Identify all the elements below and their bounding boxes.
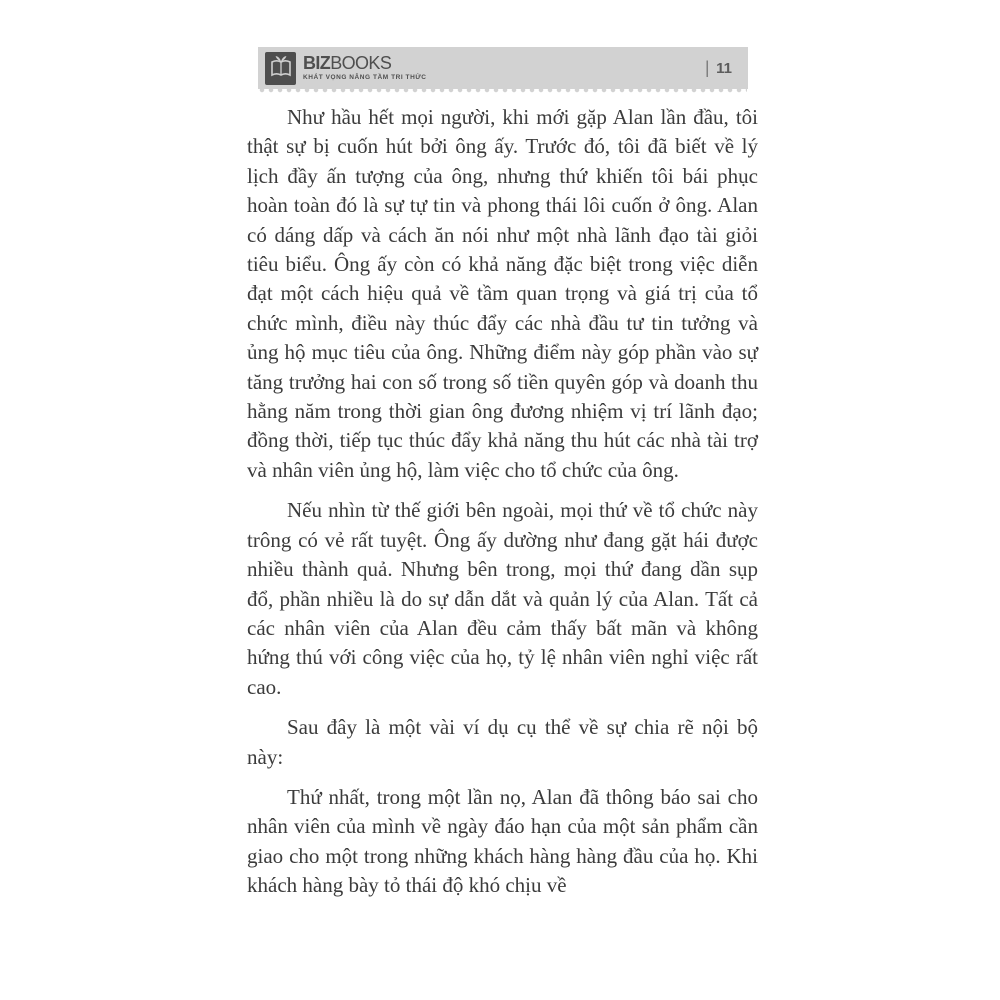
- paragraph-3: Sau đây là một vài ví dụ cụ thể về sự chia rẽ nội bộ này:: [247, 715, 758, 769]
- bizbooks-open-book-icon: [265, 52, 296, 85]
- brand-tagline: KHÁT VỌNG NÂNG TẦM TRI THỨC: [303, 74, 427, 82]
- brand-text: [303, 54, 427, 82]
- page-number-separator: |: [705, 58, 710, 78]
- page-number: [705, 60, 732, 77]
- paragraph-2: Nếu nhìn từ thế giới bên ngoài, mọi thứ về tổ chức này trông có vẻ rất tuyệt. Ông ấy dường như đang gặt hái được nhiều thành quả. Nhưng bên trong, mọi thứ đang dần sụp đổ, phần nhiều là do sự dẫn dắt và quản lý của Alan. Tất cả các nhân viên của Alan đều cảm thấy bất mãn và không hứng thú với công việc của họ, tỷ lệ nhân viên nghỉ việc rất cao.: [247, 498, 758, 699]
- brand-name: [303, 54, 427, 72]
- page-number-value: 11: [716, 59, 732, 77]
- paragraph-4: Thứ nhất, trong một lần nọ, Alan đã thông báo sai cho nhân viên của mình về ngày đáo hạn của một sản phẩm cần giao cho một trong những khách hàng hàng đầu của họ. Khi khách hàng bày tỏ thái độ khó chịu về: [247, 784, 758, 898]
- brand-name-biz: BIZ: [303, 53, 331, 74]
- body-text: [247, 103, 758, 912]
- page-header: [258, 47, 748, 89]
- publisher-brand: [265, 52, 427, 85]
- paragraph-1: Như hầu hết mọi người, khi mới gặp Alan lần đầu, tôi thật sự bị cuốn hút bởi ông ấy. Trước đó, tôi đã biết về lý lịch đầy ấn tượng của ông, nhưng thứ khiến tôi bái phục hoàn toàn đó là sự tự tin và phong thái lôi cuốn ở ông. Alan có dáng dấp và cách ăn nói như một nhà lãnh đạo tài giỏi tiêu biểu. Ông ấy còn có khả năng đặc biệt trong việc diễn đạt một cách hiệu quả về tầm quan trọng và giá trị của tổ chức mình, điều này thúc đẩy các nhà đầu tư tin tưởng và ủng hộ mục tiêu của ông. Những điểm này góp phần vào sự tăng trưởng hai con số trong số tiền quyên góp và doanh thu hằng năm trong thời gian ông đương nhiệm vị trí lãnh đạo; đồng thời, tiếp tục thúc đẩy khả năng thu hút các nhà tài trợ và nhân viên ủng hộ, làm việc cho tổ chức của ông.: [247, 105, 758, 482]
- brand-name-books: BOOKS: [330, 53, 392, 74]
